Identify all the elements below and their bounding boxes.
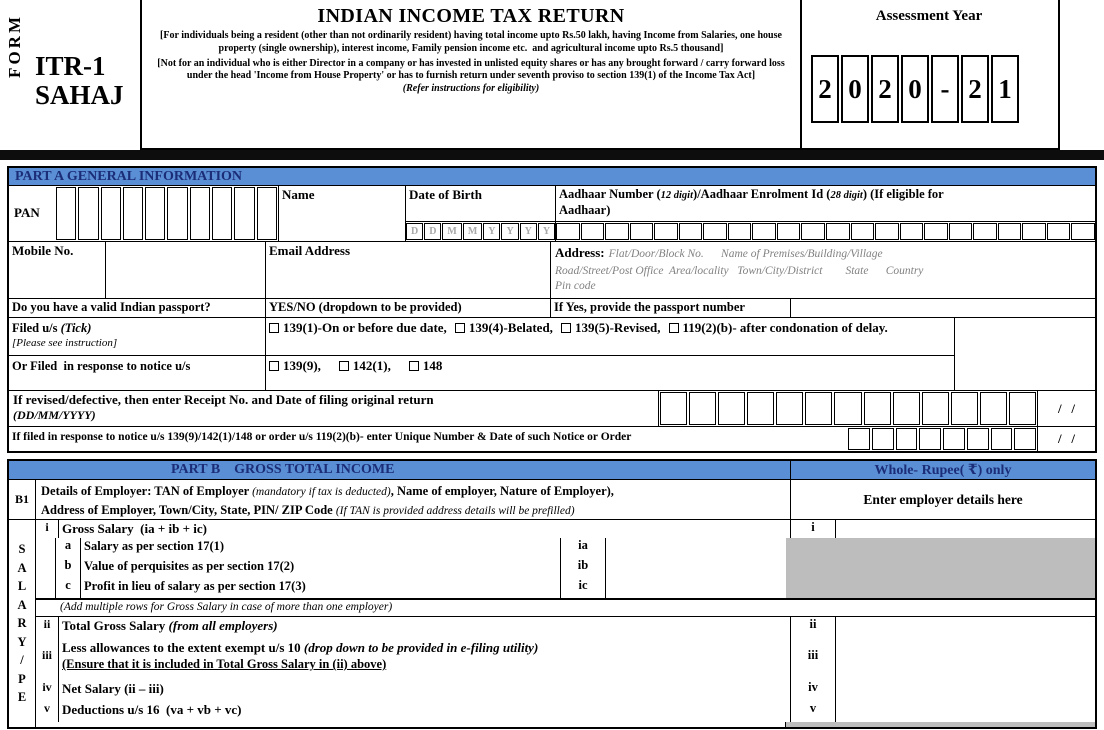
b1-italic-note: (If TAN is provided address details will be prefilled) — [335, 504, 575, 517]
pan-box[interactable] — [123, 187, 143, 240]
salary-vertical-label — [9, 520, 36, 727]
part-a-table — [7, 186, 1097, 453]
pan-box[interactable] — [212, 187, 232, 240]
row-a-code: ia — [561, 538, 606, 558]
row-iii-text — [59, 638, 791, 680]
aadhaar-box[interactable] — [777, 223, 801, 240]
salary-vertical-letter: L — [17, 579, 27, 593]
row-ii-value-field[interactable] — [836, 617, 1095, 638]
aadhaar-cell — [556, 186, 1095, 242]
pan-box[interactable] — [56, 187, 76, 240]
row-iii-line2: (Ensure that it is included in Total Gross Salary in (ii) above) — [62, 657, 387, 671]
salary-vertical-letter: / — [20, 653, 24, 667]
row-iv-number: iv — [36, 680, 59, 701]
checkbox-icon[interactable] — [455, 323, 465, 333]
unique-number-boxes[interactable] — [847, 427, 1037, 451]
salary-abc-rows — [36, 538, 786, 598]
passport-question: Do you have a valid Indian passport? — [12, 300, 211, 314]
row-iii-value-field[interactable] — [836, 638, 1095, 680]
salary-rows — [36, 520, 1095, 727]
filed-options-column — [266, 318, 955, 391]
filed-option-label: 139(1)-On or before due date, — [283, 320, 447, 335]
filed-options — [266, 318, 954, 356]
aadhaar-box[interactable] — [826, 223, 850, 240]
unique-number-box[interactable] — [848, 428, 870, 450]
row-a-value-field[interactable] — [606, 538, 786, 558]
aadhaar-box[interactable] — [875, 223, 899, 240]
assessment-year-digit-box[interactable]: - — [931, 55, 959, 123]
unique-number-boxes-cell — [847, 427, 1038, 451]
receipt-number-box[interactable] — [689, 392, 716, 425]
pan-boxes[interactable] — [55, 186, 278, 241]
notice-option-label: 148 — [422, 358, 443, 373]
b1-text-part: Address of Employer, Town/City, State, PIN/ ZIP Code — [41, 502, 336, 517]
b1-text-part: Details of Employer: TAN of Employer — [41, 484, 253, 498]
indent-cell — [36, 558, 56, 578]
b1-label: B1 — [9, 480, 36, 520]
email-label: Email Address — [269, 243, 351, 258]
row-ii-number: ii — [36, 617, 59, 638]
filed-option-label: 119(2)(b)- after condonation of delay. — [682, 320, 888, 335]
b1-text-part: , Name of employer, Nature of Employer), — [390, 484, 614, 498]
aadhaar-box[interactable] — [949, 223, 973, 240]
mobile-field[interactable] — [106, 242, 266, 299]
email-field[interactable] — [266, 242, 551, 299]
passport-answer: YES/NO (dropdown to be provided) — [269, 300, 462, 314]
notice-option-label: 142(1), — [352, 358, 391, 373]
row-iv-code: iv — [791, 680, 836, 701]
notice-options — [266, 356, 954, 390]
dob-box[interactable]: M — [442, 223, 461, 240]
add-rows-note: (Add multiple rows for Gross Salary in case of more than one employer) — [36, 600, 1095, 617]
aadhaar-box[interactable] — [581, 223, 605, 240]
notice-label-cell — [9, 356, 265, 390]
receipt-number-box[interactable] — [951, 392, 978, 425]
aadhaar-label — [556, 186, 1095, 222]
notice-option — [409, 358, 443, 373]
passport-if-yes: If Yes, provide the passport number — [554, 300, 745, 314]
employer-details-field[interactable]: Enter employer details here — [791, 480, 1095, 520]
b1-text — [36, 480, 791, 520]
aadhaar-box[interactable] — [556, 223, 580, 240]
receipt-number-box[interactable] — [805, 392, 832, 425]
aadhaar-box[interactable] — [1022, 223, 1046, 240]
dob-label: Date of Birth — [406, 186, 555, 222]
pan-label: PAN — [14, 205, 40, 220]
revised-text: If revised/defective, then enter Receipt No. and Date of filing original return — [13, 392, 434, 407]
part-b-section — [7, 459, 1097, 729]
row-ii-code: ii — [791, 617, 836, 638]
aadhaar-label-part: ) (If eligible for — [862, 187, 944, 201]
assessment-year-label: Assessment Year — [875, 8, 983, 24]
row-iii-line1-bold: Less allowances to the extent exempt u/s 10 — [62, 640, 304, 655]
notice-label: Or Filed in response to notice u/s — [12, 359, 191, 373]
aadhaar-box[interactable] — [973, 223, 997, 240]
row-ii-text-bold: Total Gross Salary — [62, 618, 169, 633]
aadhaar-28digit-note: 28 digit — [830, 190, 863, 201]
salary-vertical-letter: P — [18, 671, 26, 686]
row-i-number: i — [36, 520, 59, 538]
aadhaar-box[interactable] — [679, 223, 703, 240]
mobile-label-cell — [9, 242, 106, 299]
salary-vertical-letter: S — [18, 542, 26, 556]
address-label: Address: — [555, 245, 605, 260]
assessment-year-digit-box[interactable]: 2 — [871, 55, 899, 123]
aadhaar-box[interactable] — [630, 223, 654, 240]
unique-number-box[interactable] — [896, 428, 918, 450]
checkbox-icon[interactable] — [669, 323, 679, 333]
receipt-number-box[interactable] — [834, 392, 861, 425]
part-b-title — [9, 461, 791, 479]
receipt-number-boxes[interactable] — [659, 391, 1037, 426]
salary-abc-block — [36, 538, 1095, 600]
filed-instruction-note: [Please see instruction] — [12, 337, 118, 349]
row-ii-text-italic: (from all employers) — [168, 618, 278, 633]
dob-cell — [406, 186, 556, 242]
aadhaar-label-part: Aadhaar Number ( — [559, 187, 661, 201]
aadhaar-box[interactable] — [605, 223, 629, 240]
row-c-number: c — [56, 578, 81, 598]
salary-vertical-letter: A — [17, 597, 27, 612]
part-b-title-1: PART B — [171, 462, 221, 477]
salary-vertical-letter: E — [17, 690, 27, 704]
row-iii-number: iii — [36, 638, 59, 680]
assessment-year-digit-box[interactable]: 0 — [901, 55, 929, 123]
dob-box[interactable]: Y — [501, 223, 518, 240]
rupee-note: Whole- Rupee( ₹) only — [874, 463, 1012, 478]
row-iv-value-field[interactable] — [836, 680, 1095, 701]
clipped-next-row-gray — [786, 722, 1095, 727]
passport-answer-cell[interactable] — [266, 299, 551, 318]
row-v-number: v — [36, 701, 59, 722]
filed-empty-field[interactable] — [955, 318, 1095, 391]
dob-box[interactable]: M — [463, 223, 482, 240]
pan-box[interactable] — [167, 187, 187, 240]
row-b-text: Value of perquisites as per section 17(2) — [81, 558, 561, 578]
header-title-box — [140, 0, 802, 150]
salary-vertical-letter: R — [17, 616, 27, 630]
b1-italic-note: (mandatory if tax is deducted) — [252, 486, 391, 498]
table-row — [36, 578, 786, 598]
row-i-text: Gross Salary (ia + ib + ic) — [59, 520, 791, 538]
mobile-label: Mobile No. — [12, 243, 74, 258]
filed-option — [669, 320, 888, 335]
pan-box[interactable] — [257, 187, 277, 240]
filed-us-label-cell — [9, 318, 265, 356]
dob-box[interactable]: D — [424, 223, 441, 240]
unique-text: If filed in response to notice u/s 139(9)/142(1)/148 or order u/s 119(2)(b)- enter Unique Number & Date of such Notice or Order — [12, 431, 632, 443]
name-label: Name — [282, 187, 315, 202]
assessment-year-digit-box[interactable]: 2 — [961, 55, 989, 123]
pan-cell — [9, 186, 279, 242]
aadhaar-box[interactable] — [703, 223, 727, 240]
assessment-year-digit-box[interactable]: 1 — [991, 55, 1019, 123]
aadhaar-box[interactable] — [801, 223, 825, 240]
header-divider-bar — [0, 150, 1104, 160]
receipt-number-box[interactable] — [718, 392, 745, 425]
page-title: INDIAN INCOME TAX RETURN — [317, 5, 625, 27]
dob-box[interactable]: Y — [520, 223, 537, 240]
part-b-header — [7, 459, 1097, 480]
assessment-year-digit-box[interactable]: 0 — [841, 55, 869, 123]
aadhaar-box[interactable] — [1071, 223, 1095, 240]
checkbox-icon[interactable] — [269, 323, 279, 333]
aadhaar-box[interactable] — [728, 223, 752, 240]
unique-number-box[interactable] — [943, 428, 965, 450]
passport-if-yes-cell — [551, 299, 791, 318]
checkbox-icon[interactable] — [561, 323, 571, 333]
receipt-number-box[interactable] — [864, 392, 891, 425]
table-row — [36, 538, 786, 558]
aadhaar-box[interactable] — [752, 223, 776, 240]
address-field[interactable] — [551, 242, 1095, 299]
row-b-number: b — [56, 558, 81, 578]
row-i-value-field[interactable] — [836, 520, 1095, 538]
revised-date-format: (DD/MM/YYYY) — [13, 408, 96, 422]
aadhaar-label-part: Aadhaar) — [559, 202, 611, 217]
row-v-value-field[interactable] — [836, 701, 1095, 722]
row-i-code: i — [791, 520, 836, 538]
row-v-code: v — [791, 701, 836, 722]
aadhaar-box[interactable] — [1047, 223, 1071, 240]
aadhaar-box[interactable] — [924, 223, 948, 240]
b1-text-line2 — [41, 501, 785, 520]
notice-option — [269, 358, 321, 373]
receipt-number-box[interactable] — [660, 392, 687, 425]
row-iii-line1-italic: (drop down to be provided in e-filing utility) — [303, 640, 539, 655]
aadhaar-box[interactable] — [851, 223, 875, 240]
row-ii-text — [59, 617, 791, 638]
assessment-year-box — [800, 0, 1060, 150]
row-c-text: Profit in lieu of salary as per section 17(3) — [81, 578, 561, 598]
pan-box[interactable] — [101, 187, 121, 240]
part-b-table — [7, 480, 1097, 729]
address-hint-line3: Pin code — [555, 279, 596, 292]
row-a-number: a — [56, 538, 81, 558]
salary-vertical-letter: A — [17, 560, 27, 575]
notice-option-label: 139(9), — [283, 358, 321, 373]
receipt-number-box[interactable] — [776, 392, 803, 425]
filed-option-label: 139(5)-Revised, — [574, 320, 661, 335]
row-c-value-field[interactable] — [606, 578, 786, 598]
passport-question-cell — [9, 299, 266, 318]
pan-box[interactable] — [190, 187, 210, 240]
filed-option-label: 139(4)-Belated, — [468, 320, 553, 335]
unique-number-box[interactable] — [967, 428, 989, 450]
row-b-code: ib — [561, 558, 606, 578]
unique-number-box[interactable] — [872, 428, 894, 450]
dob-boxes[interactable] — [406, 222, 555, 241]
aadhaar-box[interactable] — [998, 223, 1022, 240]
pan-box[interactable] — [145, 187, 165, 240]
aadhaar-box[interactable] — [654, 223, 678, 240]
eligibility-text: [For individuals being a resident (other than not ordinarily resident) having total income upto Rs.50 lakh, having Income from Salaries, one house property (single ownership), interest income, Family pension income etc. and agricultural income upto Rs.5 thousand] — [160, 30, 785, 54]
receipt-number-box[interactable] — [893, 392, 920, 425]
filed-option — [269, 320, 447, 335]
filed-tick-note: (Tick) — [60, 321, 92, 335]
pan-box[interactable] — [78, 187, 98, 240]
row-iii-code: iii — [791, 638, 836, 680]
notice-option — [339, 358, 391, 373]
checkbox-icon[interactable] — [269, 361, 279, 371]
aadhaar-12digit-note: 12 digit — [660, 190, 694, 201]
filed-us-label: Filed u/s — [12, 321, 61, 335]
form-name-line2: SAHAJ — [35, 80, 124, 111]
checkbox-icon[interactable] — [409, 361, 419, 371]
row-b-value-field[interactable] — [606, 558, 786, 578]
aadhaar-boxes[interactable] — [556, 222, 1095, 241]
form-name — [35, 52, 124, 110]
filed-label-column — [9, 318, 266, 391]
unique-number-box[interactable] — [1014, 428, 1036, 450]
filed-option — [561, 320, 661, 335]
row-c-code: ic — [561, 578, 606, 598]
dob-box[interactable]: Y — [538, 223, 555, 240]
unique-number-box[interactable] — [991, 428, 1013, 450]
receipt-number-box[interactable] — [1009, 392, 1036, 425]
part-a-section — [7, 166, 1097, 453]
assessment-year-digits — [811, 55, 1019, 123]
receipt-number-box[interactable] — [922, 392, 949, 425]
aadhaar-label-part: )/Aadhaar Enrolment Id ( — [693, 187, 831, 201]
row-v-text: Deductions u/s 16 (va + vb + vc) — [59, 701, 791, 722]
part-a-header: PART A GENERAL INFORMATION — [7, 166, 1097, 186]
revised-text-cell — [9, 391, 659, 427]
form-name-line1: ITR-1 — [35, 51, 106, 81]
pan-box[interactable] — [234, 187, 254, 240]
row-iv-text: Net Salary (ii – iii) — [59, 680, 791, 701]
dob-box[interactable]: Y — [483, 223, 500, 240]
passport-number-field[interactable] — [791, 299, 1095, 318]
row-a-text: Salary as per section 17(1) — [81, 538, 561, 558]
receipt-number-boxes-cell — [659, 391, 1038, 427]
indent-cell — [36, 538, 56, 558]
dob-box[interactable]: D — [406, 223, 423, 240]
name-field[interactable] — [279, 186, 406, 242]
refer-instructions-note: (Refer instructions for eligibility) — [402, 83, 540, 95]
unique-date-field[interactable]: / / — [1058, 431, 1075, 446]
receipt-number-box[interactable] — [980, 392, 1007, 425]
clipped-next-row-left — [36, 722, 786, 727]
table-row — [36, 558, 786, 578]
indent-cell — [36, 578, 56, 598]
receipt-number-box[interactable] — [747, 392, 774, 425]
assessment-year-digit-box[interactable]: 2 — [811, 55, 839, 123]
unique-number-box[interactable] — [919, 428, 941, 450]
exclusion-text: [Not for an individual who is either Director in a company or has invested in unlisted equity shares or has any brought forward / carry forward loss under the head 'Income from House Property' or has to furnish return under seventh proviso to section 139(1) of the Income Tax Act] — [157, 57, 788, 82]
address-hint-line1: Flat/Door/Block No. Name of Premises/Building/Village — [608, 248, 883, 260]
filed-option — [455, 320, 553, 335]
revised-date-field[interactable]: / / — [1038, 391, 1095, 427]
unique-text-cell — [9, 427, 847, 451]
clipped-next-row — [36, 722, 1095, 727]
aadhaar-box[interactable] — [900, 223, 924, 240]
part-b-title-2: GROSS TOTAL INCOME — [234, 462, 395, 477]
checkbox-icon[interactable] — [339, 361, 349, 371]
address-hint-line2: Road/Street/Post Office Area/locality Town/City/District State Country — [555, 264, 924, 277]
form-vertical-label: FORM — [5, 14, 24, 78]
salary-vertical-letter: Y — [17, 634, 27, 649]
gray-shaded-block — [786, 538, 1095, 598]
